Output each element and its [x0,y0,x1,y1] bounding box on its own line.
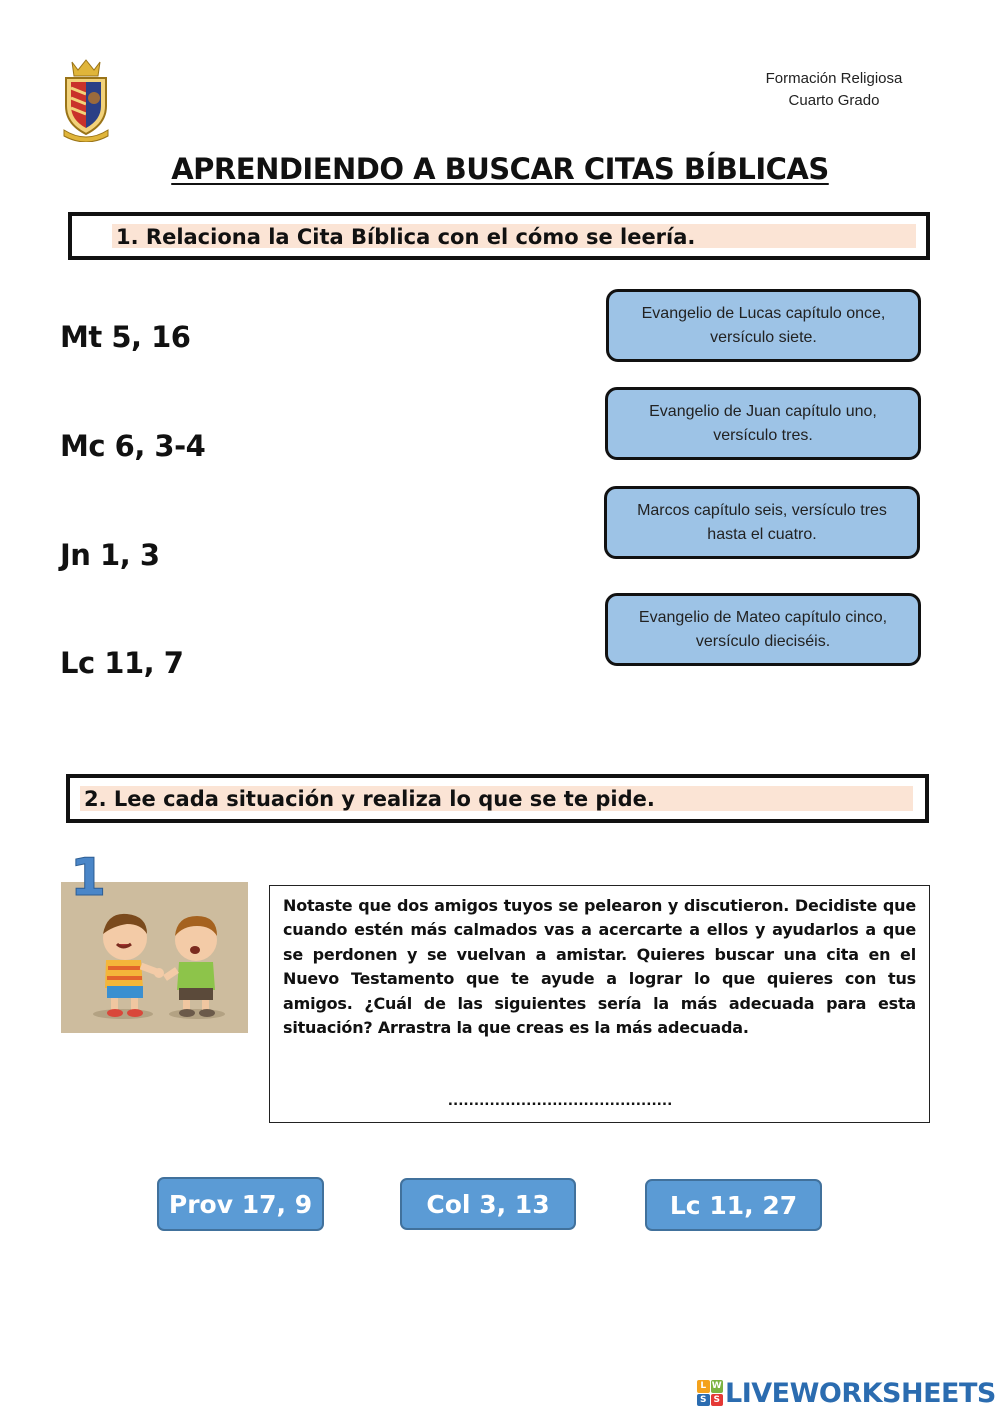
option-col[interactable]: Col 3, 13 [400,1178,576,1230]
subject-label: Formación Religiosa [765,70,903,87]
brand-name: LIVEWORKSHEETS [725,1377,996,1409]
section2-header [66,774,929,823]
citation-mc: Mc 6, 3-4 [60,429,206,463]
header-info [734,68,934,112]
answer-text: Evangelio de Mateo capítulo cinco, versículo dieciséis. [638,608,888,650]
answer-box-mateo[interactable] [605,593,921,666]
answer-box-juan[interactable] [605,387,921,460]
answer-text: Evangelio de Lucas capítulo once, versículo siete. [641,304,886,346]
answer-box-marcos[interactable] [604,486,920,559]
situation-text: Notaste que dos amigos tuyos se pelearon y discutieron. Decidiste que cuando estén más calmados vas a acercarte a ellos y ayudarlos a que se perdonen y se vuelvan a amistar. Quieres buscar una cita en el Nuevo Testamento que te ayude a lograr lo que quieres con tus amigos. ¿Cuál de las siguientes sería la más adecuada para esta situación? Arrastra la que creas es la más adecuada. [283,896,916,1038]
section2-instruction: 2. Lee cada situación y realiza lo que se te pide. [80,786,913,811]
section1-instruction: 1. Relaciona la Cita Bíblica con el cómo se leería. [112,224,916,248]
school-crest-icon [58,58,114,142]
answer-box-lucas[interactable] [606,289,921,362]
answer-text: Marcos capítulo seis, versículo tres hasta el cuatro. [637,501,887,543]
citation-mt: Mt 5, 16 [60,320,191,354]
liveworksheets-logo-icon: L W S S [697,1380,723,1406]
drop-zone[interactable]: ........................................... [448,1090,673,1109]
answer-text: Evangelio de Juan capítulo uno, versículo tres. [649,402,877,444]
liveworksheets-brand [697,1377,996,1409]
situation-number: 1 [70,848,107,908]
option-lc[interactable]: Lc 11, 27 [645,1179,822,1231]
grade-label: Cuarto Grado [788,92,880,109]
situation-box [269,885,930,1123]
option-prov[interactable]: Prov 17, 9 [157,1177,324,1231]
citation-jn: Jn 1, 3 [60,538,160,572]
page-title: APRENDIENDO A BUSCAR CITAS BÍBLICAS [171,152,829,186]
section1-header [68,212,930,260]
citation-lc: Lc 11, 7 [60,646,184,680]
